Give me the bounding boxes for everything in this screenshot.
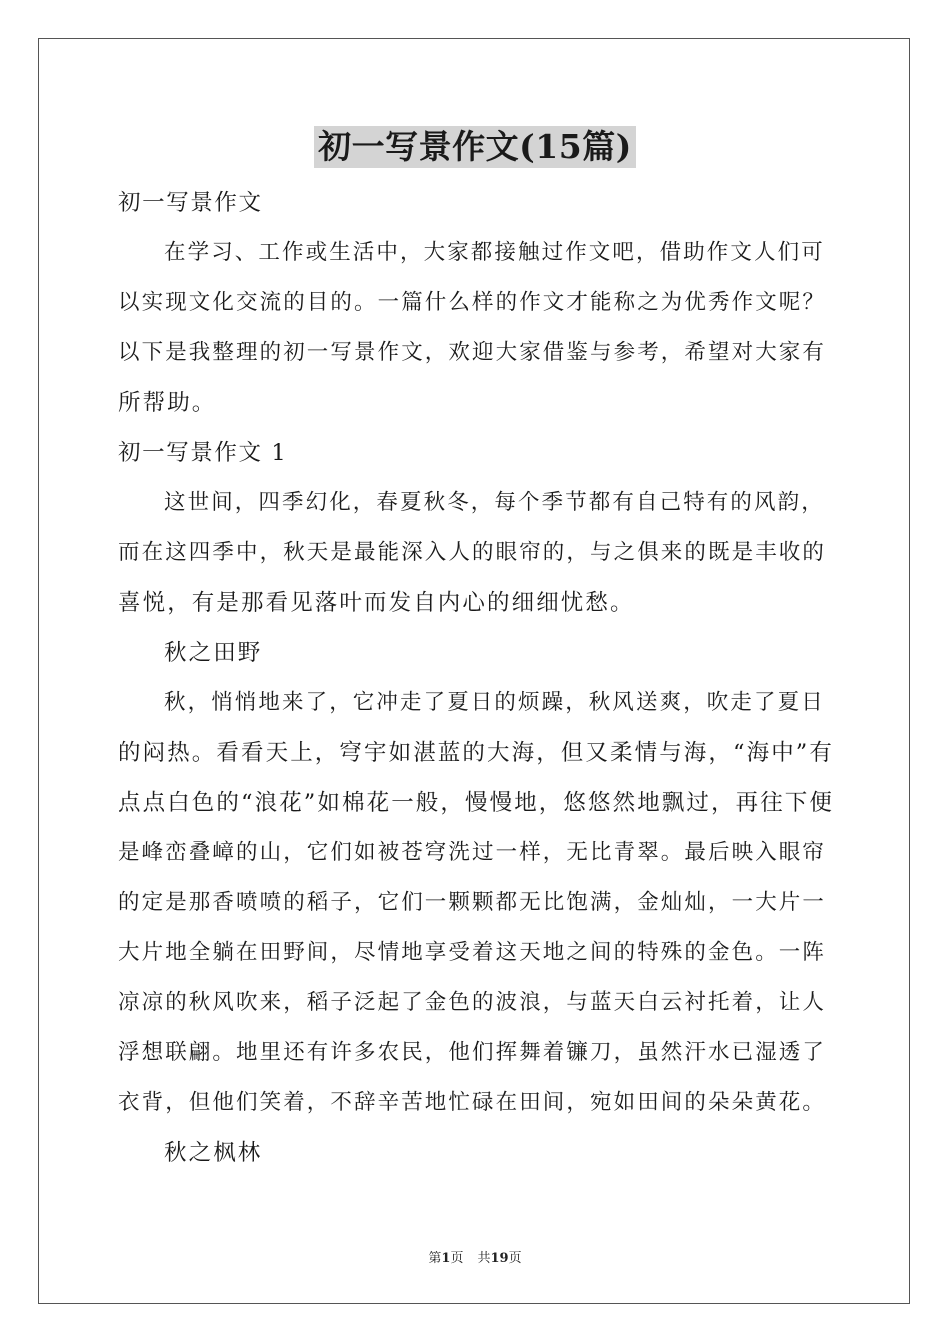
text-line: 大片地全躺在田野间，尽情地享受着这天地之间的特殊的金色。一阵 [118,940,827,965]
text-line: 所帮助。 [118,390,217,416]
footer-page-suffix: 页 [450,1251,464,1266]
section-heading: 初一写景作文 1 [118,440,288,466]
document-title: 初一写景作文(15篇) [314,126,636,168]
section-heading: 初一写景作文 [118,190,263,216]
text-line: 的定是那香喷喷的稻子，它们一颗颗都无比饱满，金灿灿，一大片一 [118,890,827,915]
page-footer [0,1247,950,1266]
footer-total-prefix: 共 [477,1251,491,1266]
text-line: 秋之田野 [164,640,263,666]
document-body [118,178,834,1178]
text-line: 这世间，四季幻化，春夏秋冬，每个季节都有自己特有的风韵， [164,490,825,515]
text-line: 而在这四季中，秋天是最能深入人的眼帘的，与之俱来的既是丰收的 [118,540,827,565]
text-line: 凉凉的秋风吹来，稻子泛起了金色的波浪，与蓝天白云衬托着，让人 [118,990,827,1015]
text-line: 是峰峦叠嶂的山，它们如被苍穹洗过一样，无比青翠。最后映入眼帘 [118,840,827,865]
footer-page-prefix: 第 [428,1251,442,1266]
text-line: 喜悦，有是那看见落叶而发自内心的细细忧愁。 [118,590,635,616]
text-line: 秋，悄悄地来了，它冲走了夏日的烦躁，秋风送爽，吹走了夏日 [164,690,825,715]
footer-page-number: 1 [441,1251,451,1266]
text-line: 的闷热。看看天上，穹宇如湛蓝的大海，但又柔情与海，“海中”有 [118,740,835,766]
text-line: 秋之枫林 [164,1140,263,1166]
text-line: 点点白色的“浪花”如棉花一般，慢慢地，悠悠然地飘过，再往下便 [118,790,835,816]
text-line: 衣背，但他们笑着，不辞辛苦地忙碌在田间，宛如田间的朵朵黄花。 [118,1090,827,1115]
text-line: 在学习、工作或生活中，大家都接触过作文吧，借助作文人们可 [164,240,825,265]
footer-total-pages: 19 [490,1251,509,1266]
text-line: 以下是我整理的初一写景作文，欢迎大家借鉴与参考，希望对大家有 [118,340,827,365]
footer-total-suffix: 页 [508,1251,522,1266]
text-line: 以实现文化交流的目的。一篇什么样的作文才能称之为优秀作文呢？ [118,290,827,315]
text-line: 浮想联翩。地里还有许多农民，他们挥舞着镰刀，虽然汗水已湿透了 [118,1040,827,1065]
title-container [0,126,950,168]
